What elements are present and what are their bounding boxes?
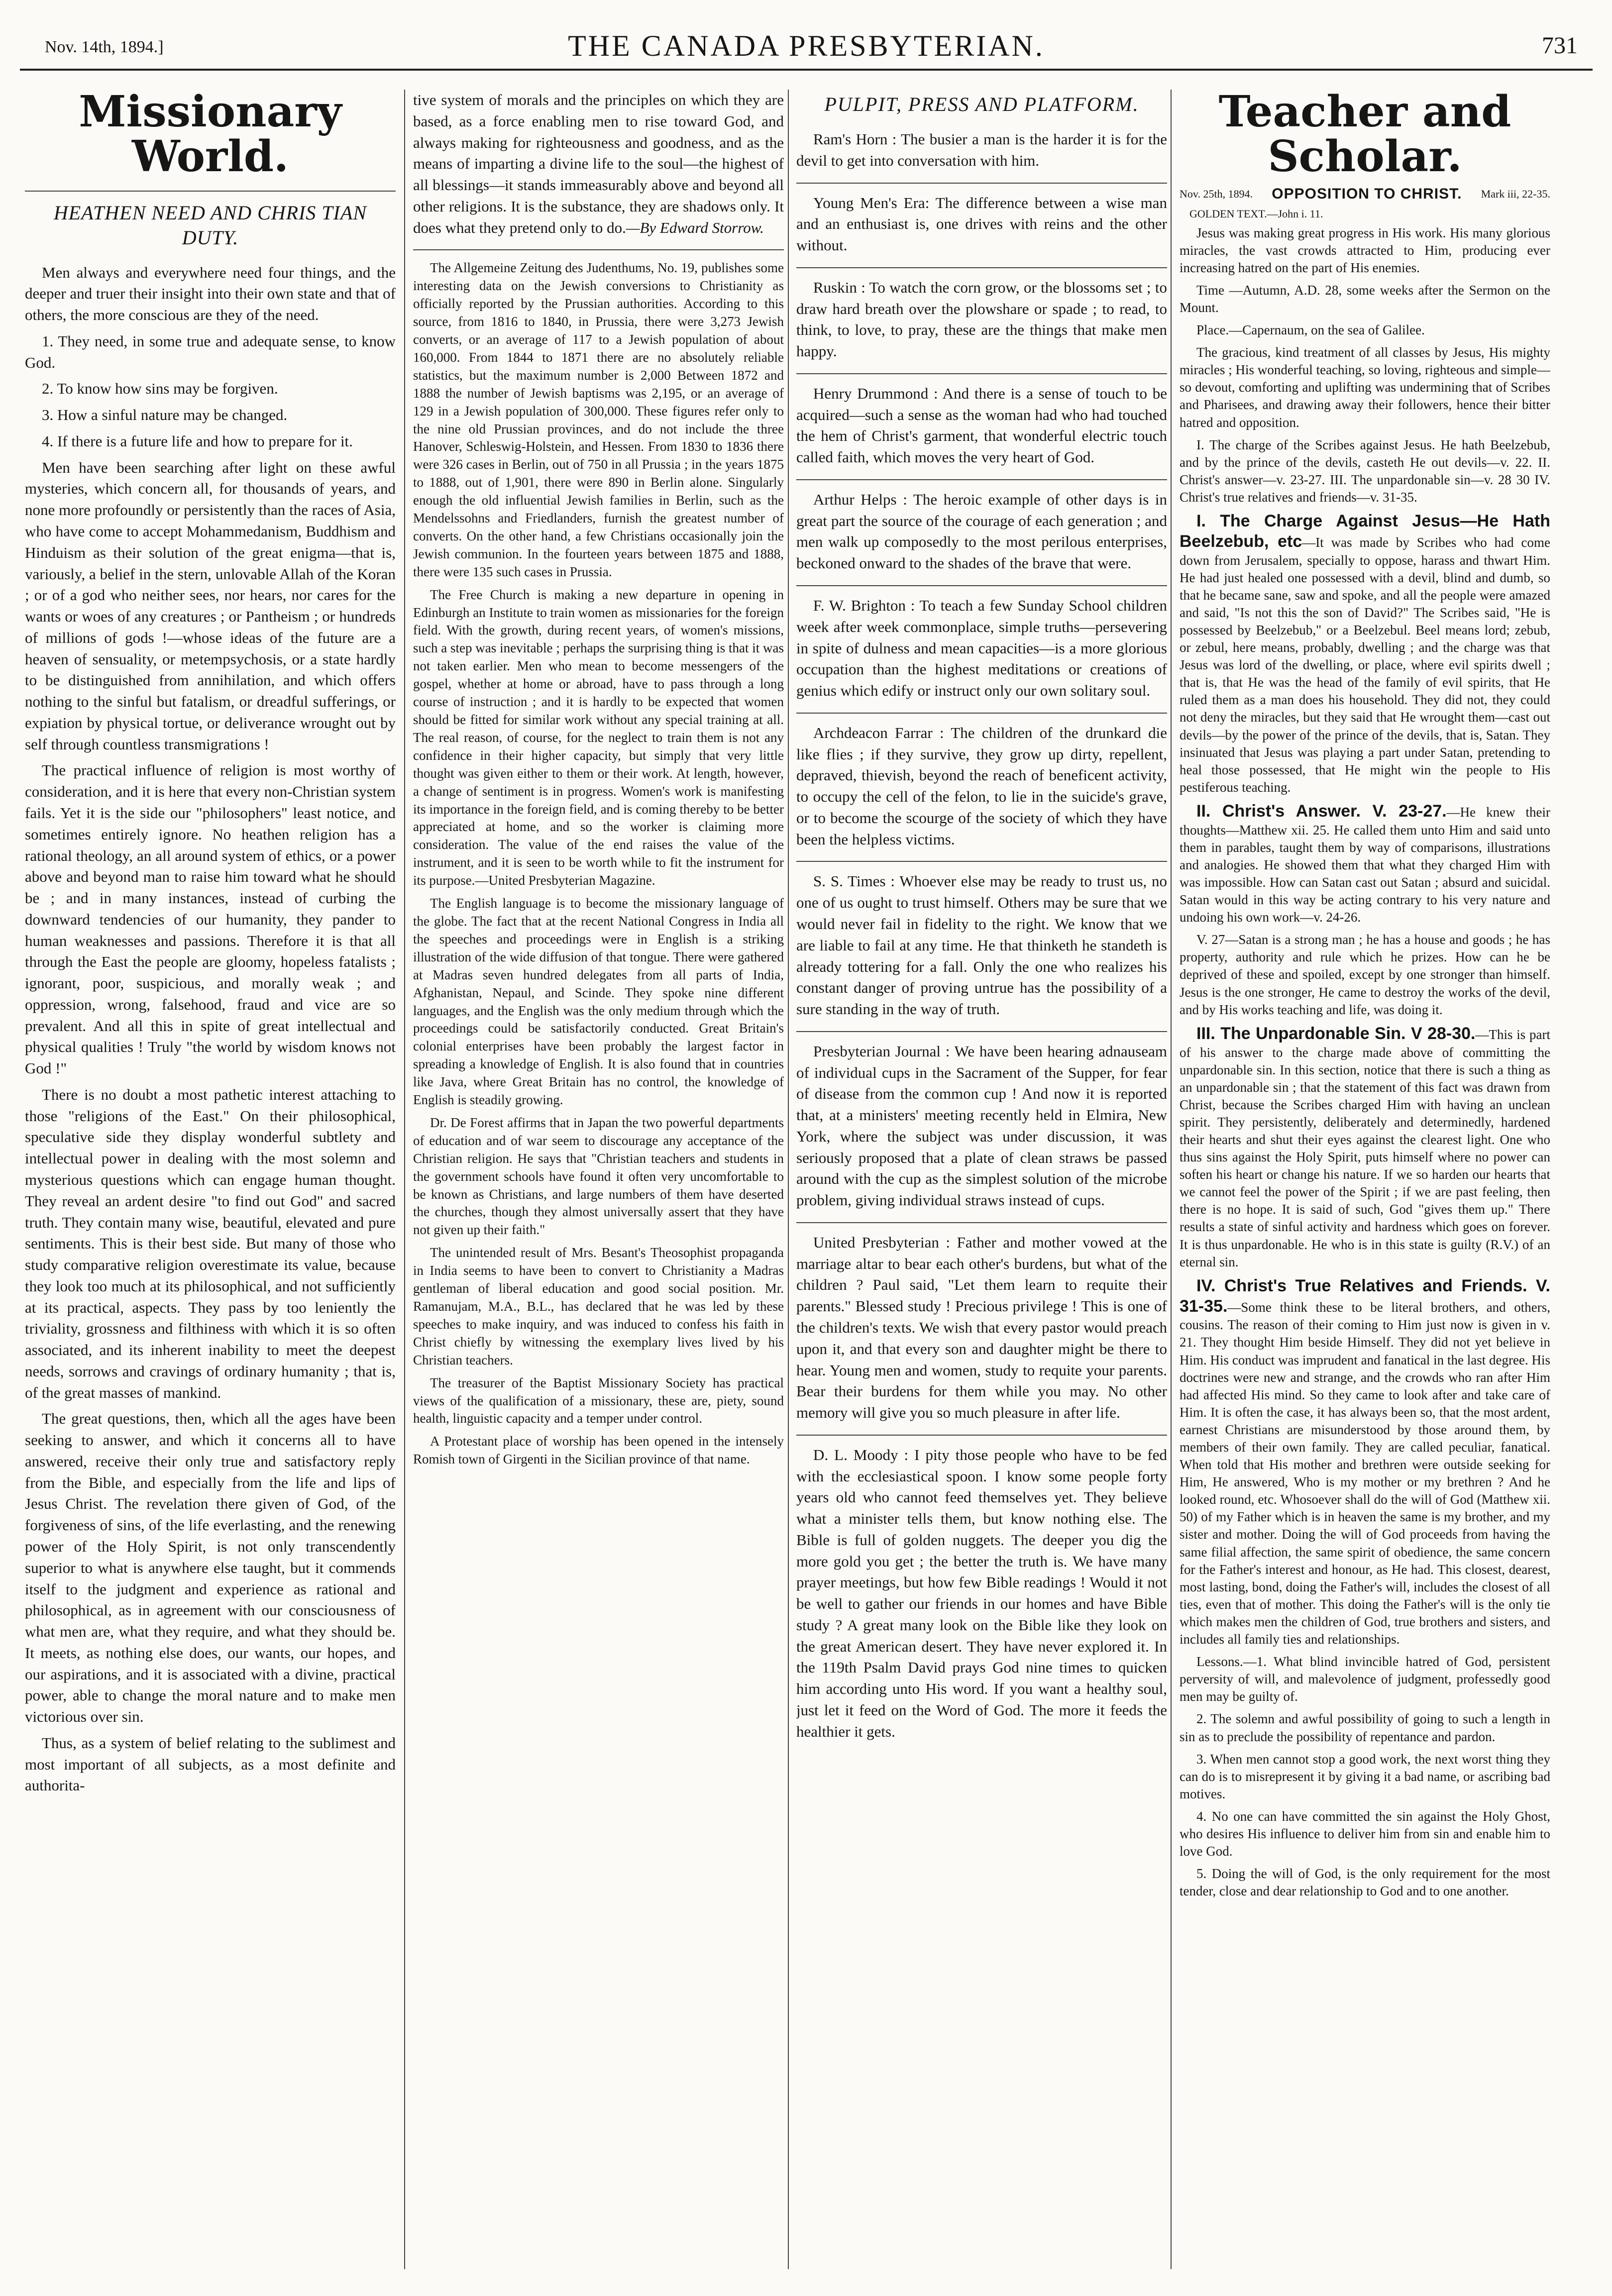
quote-item: F. W. Brighton : To teach a few Sunday School children week after week commonplace, simple truths—persevering in spite of dulness and mean capacities—is a more glorious occupation than the highest meditations or creations of genius which edify or instruct only our own solitary soul. xyxy=(796,597,1167,700)
page-header xyxy=(15,29,1598,69)
article-headline: HEATHEN NEED AND CHRIS TIAN DUTY. xyxy=(53,201,367,249)
news-item: The treasurer of the Baptist Missionary Society has practical views of the qualification of a missionary, these are, piety, sound health, linguistic capacity and a temper under control. xyxy=(413,1375,784,1426)
column-rule xyxy=(788,90,789,2269)
quote-item: Arthur Helps : The heroic example of other days is in great part the source of the courage of each generation ; and men walk up composedly to the most perilous enterprises, beckoned onward to the shades of the brave that were. xyxy=(796,490,1167,572)
lesson-section xyxy=(1180,511,1550,796)
news-item: The English language is to become the missionary language of the globe. The fact that at the recent National Congress in India all the speeches and proceedings were in English is a striking illustration of the wide diffusion of that tongue. There were gathered at Madras seven hundred delegates from all parts of India, Afghanistan, Nepaul, and Scinde. They spoke nine different languages, and the English was the only medium through which the proceedings could be satisfactorily conducted. Great Britain's colonial enterprises have been probably the largest factor in spreading a knowledge of English. It is also found that in countries like Java, where Great Britain has no control, the knowledge of English is steadily growing. xyxy=(413,896,784,1108)
news-item: A Protestant place of worship has been opened in the intensely Romish town of Girgenti in the Sicilian province of that name. xyxy=(413,1434,784,1467)
lesson-point: 4. No one can have committed the sin against the Holy Ghost, who desires His influence to deliver him from sin and enable him to love God. xyxy=(1180,1808,1550,1859)
paragraph: Place.—Capernaum, on the sea of Galilee. xyxy=(1196,322,1425,338)
lesson-section xyxy=(1180,1024,1550,1271)
paragraph: 1. They need, in some true and adequate sense, to know God. xyxy=(25,332,396,371)
quote-item: D. L. Moody : I pity those people who have to be fed with the ecclesiastical spoon. I know some people forty years old who cannot feed themselves yet. They believe what a minister tells them, but know nothing else. The Bible is full of golden nuggets. The deeper you dig the more gold you get ; the better the truth is. We have many prayer meetings, but how few Bible readings ! Would it not be well to gather our friends in our homes and have Bible study ? A great many look on the Bible like they look on the great American desert. They have never explored it. In the 119th Psalm David prays God nine times to quicken him according unto His word. If you want a healthy soul, just let it feed on the Word of God. The more it feeds the healthier it gets. xyxy=(796,1446,1167,1740)
news-item: Dr. De Forest affirms that in Japan the two powerful departments of education and of war seem to discourage any acceptance of the Christian religion. He says that "Christian teachers and students in the government schools have found it often very uncomfortable to be known as Christians, and large numbers of them have deserted the churches, though they almost universally assert that they have not given up their faith." xyxy=(413,1115,784,1238)
section-title: III. The Unpardonable Sin. V 28-30. xyxy=(1196,1024,1476,1043)
lesson-point: 3. When men cannot stop a good work, the next worst thing they can do is to misrepresent it by giving it a bad name, or ascribing bad motives. xyxy=(1180,1751,1550,1801)
quote-item: Archdeacon Farrar : The children of the drunkard die like flies ; if they survive, they grow up dirty, repellent, depraved, thievish, beyond the reach of beneficent activity, to occupy the cell of the felon, to lie in the suicide's grave, or to become the scourge of the society of which they have been the helpless victims. xyxy=(796,724,1167,848)
lesson-point: 5. Doing the will of God, is the only requirement for the most tender, close and dear relationship to God and to one another. xyxy=(1180,1866,1550,1899)
divider xyxy=(413,249,784,250)
issue-date: Nov. 14th, 1894.] xyxy=(45,38,164,56)
divider xyxy=(796,479,1167,480)
quote-item: Young Men's Era: The difference between a wise man and an enthusiast is, one drives with reins and the other without. xyxy=(796,194,1167,254)
paragraph: Thus, as a system of belief relating to the sublimest and most important of all subjects, as a most definite and authorita- xyxy=(25,1734,396,1794)
section-title: I. The Charge Against Jesus—He Hath Beelzebub, etc xyxy=(1180,512,1550,551)
column-pulpit-press-platform xyxy=(796,90,1167,2279)
paragraph: Men have been searching after light on these awful mysteries, which concern all, for thousands of years, and none more profoundly or persistently than the races of Asia, who have come to accept Mohammedanism, Buddhism and Hinduism as their solution of the great enigma—that is, variously, a belief in the stern, unlovable Allah of the Koran ; or of a god who neither sees, nor hears, nor cares for the wants or woes of any creatures ; or Pantheism ; or hundreds of millions of gods !—whose ideas of the future are a heaven of sensuality, or metempsychosis, or a state hardly to be distinguished from annihilation, and which offers nothing to the sinful but fatalism, or dreadful sufferings, or expiation by physical tortue, or deliverance wrought out by self through countless transmigrations ! xyxy=(25,458,396,753)
paragraph: The practical influence of religion is most worthy of consideration, and it is here that every non-Christian system fails. Yet it is the side our "philosophers" least notice, and sometimes entirely ignore. No heathen religion has a rational theology, an all around system of ethics, or a power above and beyond man to raise him toward what he should be ; and in many instances, instead of curbing the downward tendencies of our humanity, they pander to human weaknesses and passions. Therefore it is that all through the East the people are gloomy, hopeless fatalists ; ignorant, poor, suspicious, and morally weak ; and oppression, wrong, falsehood, fraud and vice are so prevalent. And all this in spite of great intellectual and physical qualities ! Truly "the world by wisdom knows not God !" xyxy=(25,761,396,1077)
paragraph-text: tive system of morals and the principles on which they are based, as a force enabling men to rise toward God, and always making for righteousness and goodness, and as the means of imparting a divine life to the soul—the highest of all blessings—it stands immeasurably above and beyond all other religions. It is the substance, they are shadows only. It does what they pretend only to do. xyxy=(413,91,784,236)
page-number: 731 xyxy=(1542,32,1578,59)
header-rule xyxy=(20,69,1593,71)
news-item: The unintended result of Mrs. Besant's Theosophist propaganda in India seems to have been to convert to Christianity a Madras gentleman of liberal education and good social position. Mr. Ramanujam, M.A., B.L., has declared that he was led by these speeches to make inquiry, and was induced to confess his faith in Christ chiefly by witnessing the exemplary lives lived by his Christian teachers. xyxy=(413,1245,784,1367)
column-teacher-and-scholar xyxy=(1180,90,1550,2279)
column-rule xyxy=(404,90,405,2269)
lesson-title: OPPOSITION TO CHRIST. xyxy=(1272,185,1462,202)
lesson-reference: Mark iii, 22-35. xyxy=(1481,187,1550,200)
section-text: —He knew their thoughts—Matthew xii. 25. He called them unto Him and said unto them in parables, taught them by way of comparisons, illustrations and analogies. He showed them that what they charged Him with was impossible. How can Satan cast out Satan ; absurd and suicidal. Satan would in this way be acting contrary to his very nature and undoing his own work—v. 24-26. xyxy=(1180,804,1550,925)
divider xyxy=(796,585,1167,586)
paragraph: Time —Autumn, A.D. 28, some weeks after the Sermon on the Mount. xyxy=(1180,282,1550,315)
lesson-point: Lessons.—1. What blind invincible hatred of God, persistent perversity of will, and malevolence of judgment, professedly good men may be guilty of. xyxy=(1180,1654,1550,1704)
paragraph: V. 27—Satan is a strong man ; he has a house and goods ; he has property, authority and rule which he prizes. How can he be deprived of these and spoiled, except by one stronger than himself. Jesus is the one stronger, He came to destroy the works of the devil, and by His works teaching and life, was doing it. xyxy=(1180,932,1550,1017)
divider xyxy=(796,267,1167,268)
quote-item: Ram's Horn : The busier a man is the harder it is for the devil to get into conversation with him. xyxy=(796,130,1167,169)
paragraph: There is no doubt a most pathetic interest attaching to those "religions of the East." On their philosophical, speculative side they display wonderful subtlety and intellectual power in dealing with the most solemn and mysterious questions which can engage human thought. They reveal an ardent desire "to find out God" and sacred truth. They contain many wise, beautiful, elevated and pure sentiments. This is their best side. But many of those who study comparative religion overestimate its value, because they look too much at its philosophical, and not sufficiently at its practical, aspects. They pass by too leniently the triviality, grossness and filthiness with which it is so often associated, and its inherent inability to meet the deepest needs, sorrows and cravings of ordinary humanity ; that is, of the great masses of mankind. xyxy=(25,1085,396,1401)
newspaper-title: THE CANADA PRESBYTERIAN. xyxy=(568,29,1045,62)
quote-item: Ruskin : To watch the corn grow, or the blossoms set ; to draw hard breath over the plowshare or spade ; to read, to think, to love, to pray, these are the things that make men happy. xyxy=(796,278,1167,360)
section-text: —Some think these to be literal brothers, and others, cousins. The reason of their coming to Him just now is given in v. 21. They thought Him beside Himself. They did not yet believe in Him. His conduct was imprudent and fanatical in the last degree. His doctrines were new and strange, and the crowds who ran after Him had affected His mind. So they came to look after and take care of Him. It is often the case, it has always been so, that the most ardent, earnest Christians are misunderstood by those around them, by members of their own family. They are called peculiar, fanatical. When told that His mother and brethren were outside seeking for Him, He answered, Who is my mother or my brethren ? And he looked round, etc. Whosoever shall do the will of God (Matthew xii. 50) of my Father which is in heaven the same is my brother, and my sister and mother. Doing the will of God proceeds from having the same filial affection, the same spirit of obedience, the same concern for the Father's interest and honour, as He had. This closest, dearest, most lasting, bond, doing the Father's will, includes the closest of all ties, even that of mother. This doing the Father's will is the only tie which makes men the children of God, true brothers and sisters, and includes all family ties and relationships. xyxy=(1180,1299,1550,1647)
divider xyxy=(25,191,396,192)
news-item: The Allgemeine Zeitung des Judenthums, No. 19, publishes some interesting data on the Jewish conversions to Christianity as officially reported by the Prussian authorities. According to this source, from 1816 to 1840, in Prussia, there were 3,273 Jewish converts, or an average of 117 to a Jewish population of about 160,000. From 1844 to 1871 there are no absolutely reliable statistics, but the maximum number is 2,000 Between 1872 and 1888 the number of Jewish baptisms was 2,195, or an average of 129 in a Jewish population of 300,000. These figures refer only to the nine old Prussian provinces, and do not include the three Hanover, Schleswig-Holstein, and Hessen. From 1830 to 1836 there were 326 cases in Berlin, out of 750 in all Prussia ; in the years 1875 to 1888, out of 1,901, there were 890 in Berlin alone. Singularly enough the old influential Jewish families in Berlin, such as the Mendelssohns and Friedlanders, furnish the greatest number of converts. On the other hand, a few Christians occasionally join the Jewish communion. In the fourteen years between 1875 and 1888, there were 135 such cases in Prussia. xyxy=(413,260,784,579)
lesson-section xyxy=(1180,1276,1550,1648)
quote-item: United Presbyterian : Father and mother vowed at the marriage altar to bear each other's burdens, but what of the children ? Paul said, "Let them learn to requite their parents." Blessed study ! Precious privilege ! This is one of the children's texts. We wish that every pastor would preach upon it, and that every son and daughter might be there to hear. Young men and women, study to requite your parents. Bear their burdens for them while you may. No other memory will give you so much pleasure in after life. xyxy=(796,1233,1167,1422)
section-title: II. Christ's Answer. V. 23-27. xyxy=(1196,801,1447,821)
paragraph: Men always and everywhere need four things, and the deeper and truer their insight into their own state and that of others, the more conscious are they of the need. xyxy=(25,263,396,324)
section-heading: PULPIT, PRESS AND PLATFORM. xyxy=(824,93,1139,115)
divider xyxy=(796,713,1167,714)
paragraph: I. The charge of the Scribes against Jesus. He hath Beelzebub, and by the prince of the devils, casteth He out devils—v. 22. II. Christ's answer—v. 23-27. III. The unpardonable sin—v. 28 30 IV. Christ's true relatives and friends—v. 31-35. xyxy=(1180,437,1550,505)
column-rule xyxy=(1171,90,1172,2269)
paragraph: The great questions, then, which all the ages have been seeking to answer, and which it concerns all to have answered, receive their only true and satisfactory reply from the Bible, and especially from the life and lips of Jesus Christ. The revelation there given of God, of the forgiveness of sins, of the life everlasting, and the renewing power of the Holy Spirit, is not only transcendently superior to what is anywhere else taught, but it commends itself to the judgment and experience as rational and philosophical, as in agreement with our consciousness of what men are, what they require, and what they should be. It meets, as nothing else does, our wants, our hopes, and our aspirations, and it is associated with a divine, practical power, able to change the moral nature and to make men victorious over sin. xyxy=(25,1410,396,1726)
news-item: The Free Church is making a new departure in opening in Edinburgh an Institute to train women as missionaries for the foreign field. With the growth, during recent years, of women's missions, such a step was inevitable ; perhaps the surprising thing is that it was not taken earlier. Men who mean to become messengers of the gospel, whether at home or abroad, have to pass through a long course of instruction ; and it is hardly to be expected that women should be fitted for similar work without any special training at all. The real reason, of course, for the neglect to train them is not any confidence in their higher capacity, but simply that very little thought was given either to them or their work. At length, however, a change of sentiment is in progress. Women's work is manifesting its importance in the foreign field, and is coming thereby to be better appreciated at home, and so the worker is claiming more consideration. The value of the end raises the value of the instrument, and it is seen to be worth while to fit the instrument for its purpose.—United Presbyterian Magazine. xyxy=(413,587,784,888)
section-masthead: Missionary World. xyxy=(79,90,342,182)
divider xyxy=(796,1031,1167,1032)
paragraph: Jesus was making great progress in His work. His many glorious miracles, the vast crowds attracted to Him, producing ever increasing hatred on the part of His enemies. xyxy=(1180,225,1550,275)
column-missionary-world xyxy=(25,90,396,2279)
paragraph: The gracious, kind treatment of all classes by Jesus, His mighty miracles ; His wonderful teaching, so loving, righteous and simple—so devout, comforting and uplifting was undermining that of Scribes and Pharisees, and drawing away their followers, hence their bitter hatred and opposition. xyxy=(1180,345,1550,430)
lesson-date: Nov. 25th, 1894. xyxy=(1180,187,1253,200)
lesson-section xyxy=(1180,801,1550,926)
divider xyxy=(796,183,1167,184)
lesson-header xyxy=(1180,186,1550,203)
paragraph: 3. How a sinful nature may be changed. xyxy=(42,406,288,424)
golden-text: GOLDEN TEXT.—John i. 11. xyxy=(1189,207,1323,220)
divider xyxy=(796,1435,1167,1436)
paragraph: 4. If there is a future life and how to prepare for it. xyxy=(42,432,353,450)
quote-item: Henry Drummond : And there is a sense of touch to be acquired—such a sense as the woman had who had touched the hem of Christ's garment, that wonderful electric touch called faith, which moves the very heart of God. xyxy=(796,384,1167,466)
section-title: IV. Christ's True Relatives and Friends. V. 31-35. xyxy=(1180,1276,1550,1316)
lesson-point: 2. The solemn and awful possibility of going to such a length in sin as to preclude the possibility of repentance and pardon. xyxy=(1180,1711,1550,1744)
quote-item: S. S. Times : Whoever else may be ready to trust us, no one of us ought to trust himself. Others may be sure that we would never fail in fidelity to the right. We know that we are liable to fail at any time. He that thinketh he standeth is already tottering for a fall. Only the one who realizes his constant danger of proving untrue has the possibility of a sure standing in the way of truth. xyxy=(796,872,1167,1018)
divider xyxy=(796,861,1167,862)
divider xyxy=(796,373,1167,374)
section-text: —This is part of his answer to the charge made above of committing the unpardonable sin. In this section, notice that there is such a thing as an unpardonable sin ; that the statement of this fact was drawn from Christ, because the Scribes charged Him with having an unclean spirit. They persistently, deliberately and determinedly, hardened their hearts and shut their eyes against the clearest light. One who thus sins against the Holy Spirit, puts himself where no power can soften his heart or change his nature. If we so harden our hearts that we cannot feel the power of the Spirit ; if we are past feeling, then there is no hope. It is said of such, God "gives them up." There results a state of sinful activity and hardness which goes on forever. It is thus unpardonable. He who is in this state is guilty (R.V.) of an eternal sin. xyxy=(1180,1027,1550,1269)
section-text: —It was made by Scribes who had come down from Jerusalem, specially to oppose, harass and thwart Him. He had just healed one possessed with a devil, blind and dumb, so that he became sane, saw and spoke, and all the people were amazed and said, "Is not this the son of David?" The Scribes said, "He is possessed by Beelzebub," or a Beelzebul. Beel means lord; zebub, or zebul, here means, probably, dwelling ; and the charge was that Jesus was lord of the dwelling, or place, where evil spirits dwell ; that is, that He was the head of the family of evil spirits, that He ruled them as a man does his household. They did not, they could not deny the miracles, but they said that He wrought them—cast out devils—by the power of the prince of the devils, that is, Satan. They insinuated that Jesus was playing a part under Satan, pretending to heal those possessed, that He might win the people to His pestiferous teaching. xyxy=(1180,534,1550,795)
section-masthead: Teacher and Scholar. xyxy=(1218,90,1511,182)
byline: —By Edward Storrow. xyxy=(626,218,764,236)
paragraph xyxy=(413,90,784,238)
paragraph: 2. To know how sins may be forgiven. xyxy=(42,380,278,398)
quote-item: Presbyterian Journal : We have been hearing adnauseam of individual cups in the Sacrament of the Supper, for fear of disease from the common cup ! And now it is reported that, at a ministers' meeting recently held in Elmira, New York, where the subject was under discussion, it was seriously proposed that a plate of clean straws be passed around with the cup as the simplest solution of the microbe problem, giving individual straws instead of cups. xyxy=(796,1042,1167,1209)
column-missionary-continued xyxy=(413,90,784,2279)
divider xyxy=(796,1222,1167,1223)
